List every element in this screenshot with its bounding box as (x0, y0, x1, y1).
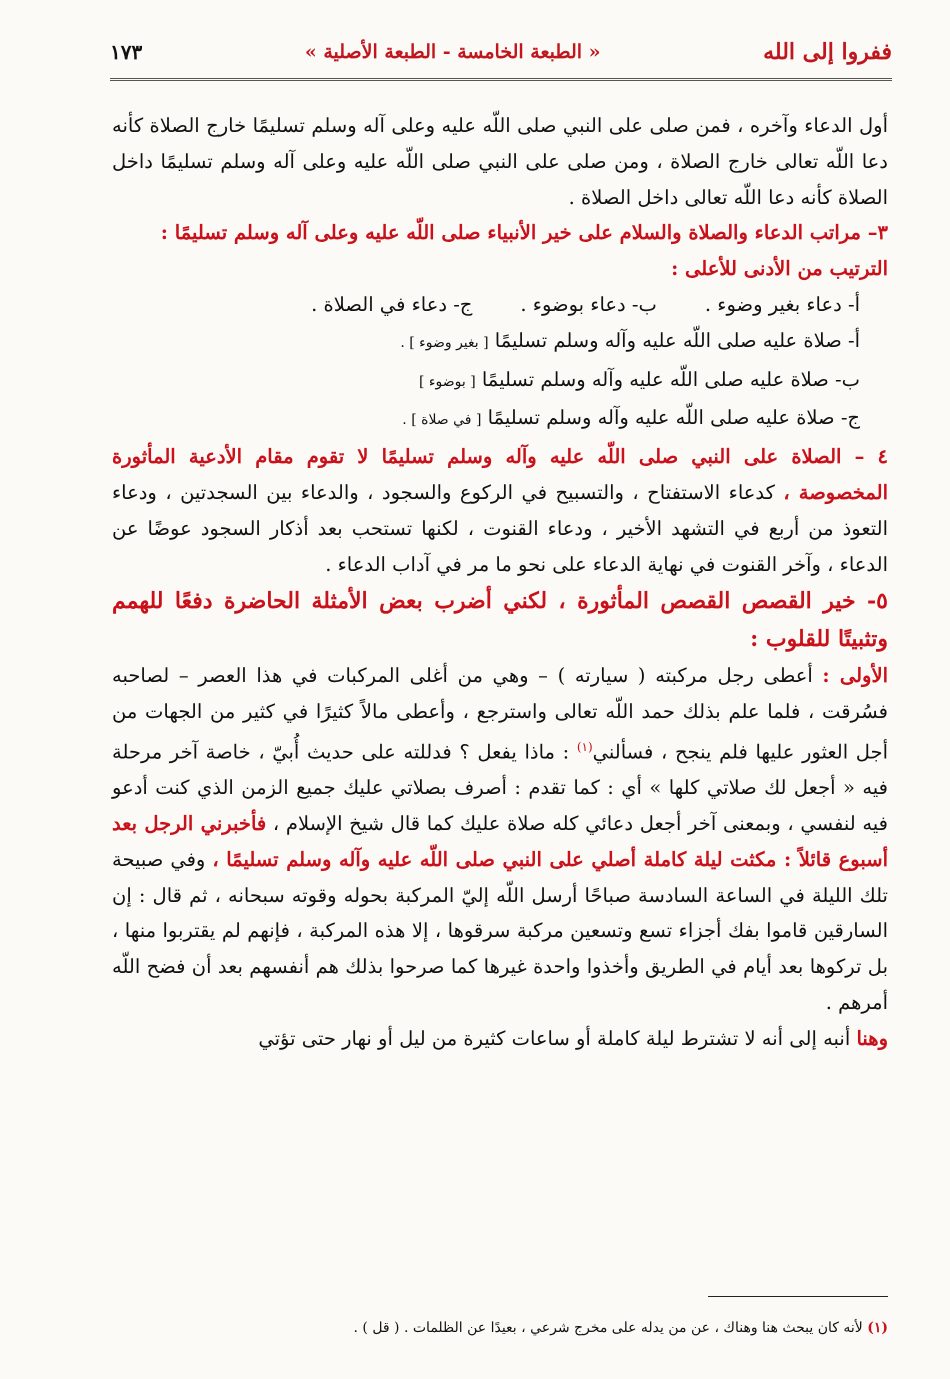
story-label: الأولى : (822, 664, 888, 688)
salat-rank-a-text: أ- صلاة عليه صلى اللّه عليه وآله وسلم تسليمًا (494, 328, 860, 352)
paragraph-1: أول الدعاء وآخره ، فمن صلى على النبي صلى اللّه عليه وعلى آله وسلم تسليمًا خارج الصلاة كأنه دعا اللّه تعالى خارج الصلاة ، ومن صلى على النبي صلى اللّه عليه وعلى آله وسلم تسليمًا داخل الصلاة كأنه دعا اللّه تعالى داخل الصلاة . (112, 114, 888, 209)
header-divider (110, 78, 892, 81)
page-number: ١٧٣ (110, 40, 143, 64)
salat-rank-b (112, 362, 888, 401)
section-5-heading: ٥- خير القصص القصص المأثورة ، لكني أضرب بعض الأمثلة الحاضرة دفعًا للهمم وتثبيتًا للقلوب : (112, 588, 888, 653)
salat-rank-c (112, 400, 888, 439)
story-paragraph (112, 658, 888, 1020)
footnote (112, 1318, 888, 1338)
order-subheading: الترتيب من الأدنى للأعلى : (671, 257, 888, 281)
salat-rank-c-text: ج- صلاة عليه صلى اللّه عليه وآله وسلم تسليمًا (487, 406, 860, 430)
section-3-heading: ٣– مراتب الدعاء والصلاة والسلام على خير الأنبياء صلى اللّه عليه وعلى آله وسلم تسليمًا : (160, 221, 888, 245)
section-4-heading: ٤ – الصلاة على النبي صلى اللّه عليه وآله وسلم تسليمًا لا تقوم مقام الأدعية المأثورة المخصوصة ، (112, 445, 888, 504)
dua-ranks-row (112, 287, 888, 323)
closing-paragraph (112, 1021, 888, 1057)
closing-label: وهنا (856, 1026, 888, 1050)
salat-rank-a (112, 323, 888, 362)
main-text (112, 108, 888, 1057)
footnote-ref: (١) (576, 739, 593, 754)
footnote-divider (708, 1296, 888, 1297)
salat-rank-c-note: [ في صلاة ] . (402, 412, 482, 429)
salat-rank-a-note: [ بغير وضوء ] . (400, 334, 489, 351)
story-highlight: فأخبرني الرجل بعد أسبوع قائلاً : مكثت ليلة كاملة أصلي على النبي صلى اللّه عليه وآله وسلم تسليمًا ، (112, 812, 889, 871)
rank-a: أ- دعاء بغير وضوء . (704, 292, 860, 316)
story-text-3: وفي صبيحة تلك الليلة في الساعة السادسة صباحًا أرسل اللّه إليّ المركبة بحوله وقوته سبحانه ، ثم قال : إن السارقين قاموا بفك أجزاء تسع وتسعين مركبة سرقوها ، إلا هذه المركبة ، فإنهم لم يقتربوا منها ، بل تركوها بعد أيام في الطريق وأخذوا واحدة غيرها كما صرحوا بذلك هم أنفسهم بعد أن فضح اللّه أمرهم . (112, 847, 888, 1015)
footnote-mark: (١) (867, 1320, 888, 1336)
section-4-text: كدعاء الاستفتاح ، والتسبيح في الركوع والسجود ، والدعاء بين السجدتين ، ودعاء التعوذ من أربع في التشهد الأخير ، ودعاء القنوت ، لكنها تستحب بعد أذكار السجود عوضًا عن الدعاء ، وآخر القنوت في نهاية الدعاء على نحو ما مر في آداب الدعاء . (112, 480, 888, 576)
edition-label: « الطبعة الخامسة - الطبعة الأصلية » (304, 41, 601, 63)
rank-b: ب- دعاء بوضوء . (520, 292, 657, 316)
salat-rank-b-text: ب- صلاة عليه صلى اللّه عليه وآله وسلم تسليمًا (481, 367, 860, 391)
story-text-2: : ماذا يفعل ؟ فدللته على حديث أُبيّ ، خاصة آخر مرحلة فيه « أجعل لك صلاتي كلها » أي : كما تقدم : أصرف بصلاتي عليك جميع الزمن الذي كنت أدعو فيه لنفسي ، وبمعنى آخر أجعل دعائي كله صلاة عليك كما قال شيخ الإسلام ، (112, 740, 889, 836)
running-header (110, 30, 892, 74)
footnote-text: لأنه كان يبحث هنا وهناك ، عن من يدله على مخرج شرعي ، بعيدًا عن الظلمات . ( قل ) . (353, 1320, 863, 1336)
story-text-1: أعطى رجل مركبته ( سيارته ) – وهي من أغلى المركبات في هذا العصر – لصاحبه فسُرقت ، فلما علم بذلك حمد اللّه تعالى واسترجع ، وأعطى مالاً كثيرًا في كثير من الجهات من أجل العثور عليها فلم ينجح ، فسألني (112, 664, 889, 764)
closing-text: أنبه إلى أنه لا تشترط ليلة كاملة أو ساعات كثيرة من ليل أو نهار حتى تؤتي (258, 1026, 851, 1050)
salat-rank-b-note: [ بوضوء ] (419, 373, 476, 390)
book-title: ففروا إلى الله (763, 39, 892, 65)
paragraph-4 (112, 439, 888, 582)
rank-c: ج- دعاء في الصلاة . (311, 292, 473, 316)
